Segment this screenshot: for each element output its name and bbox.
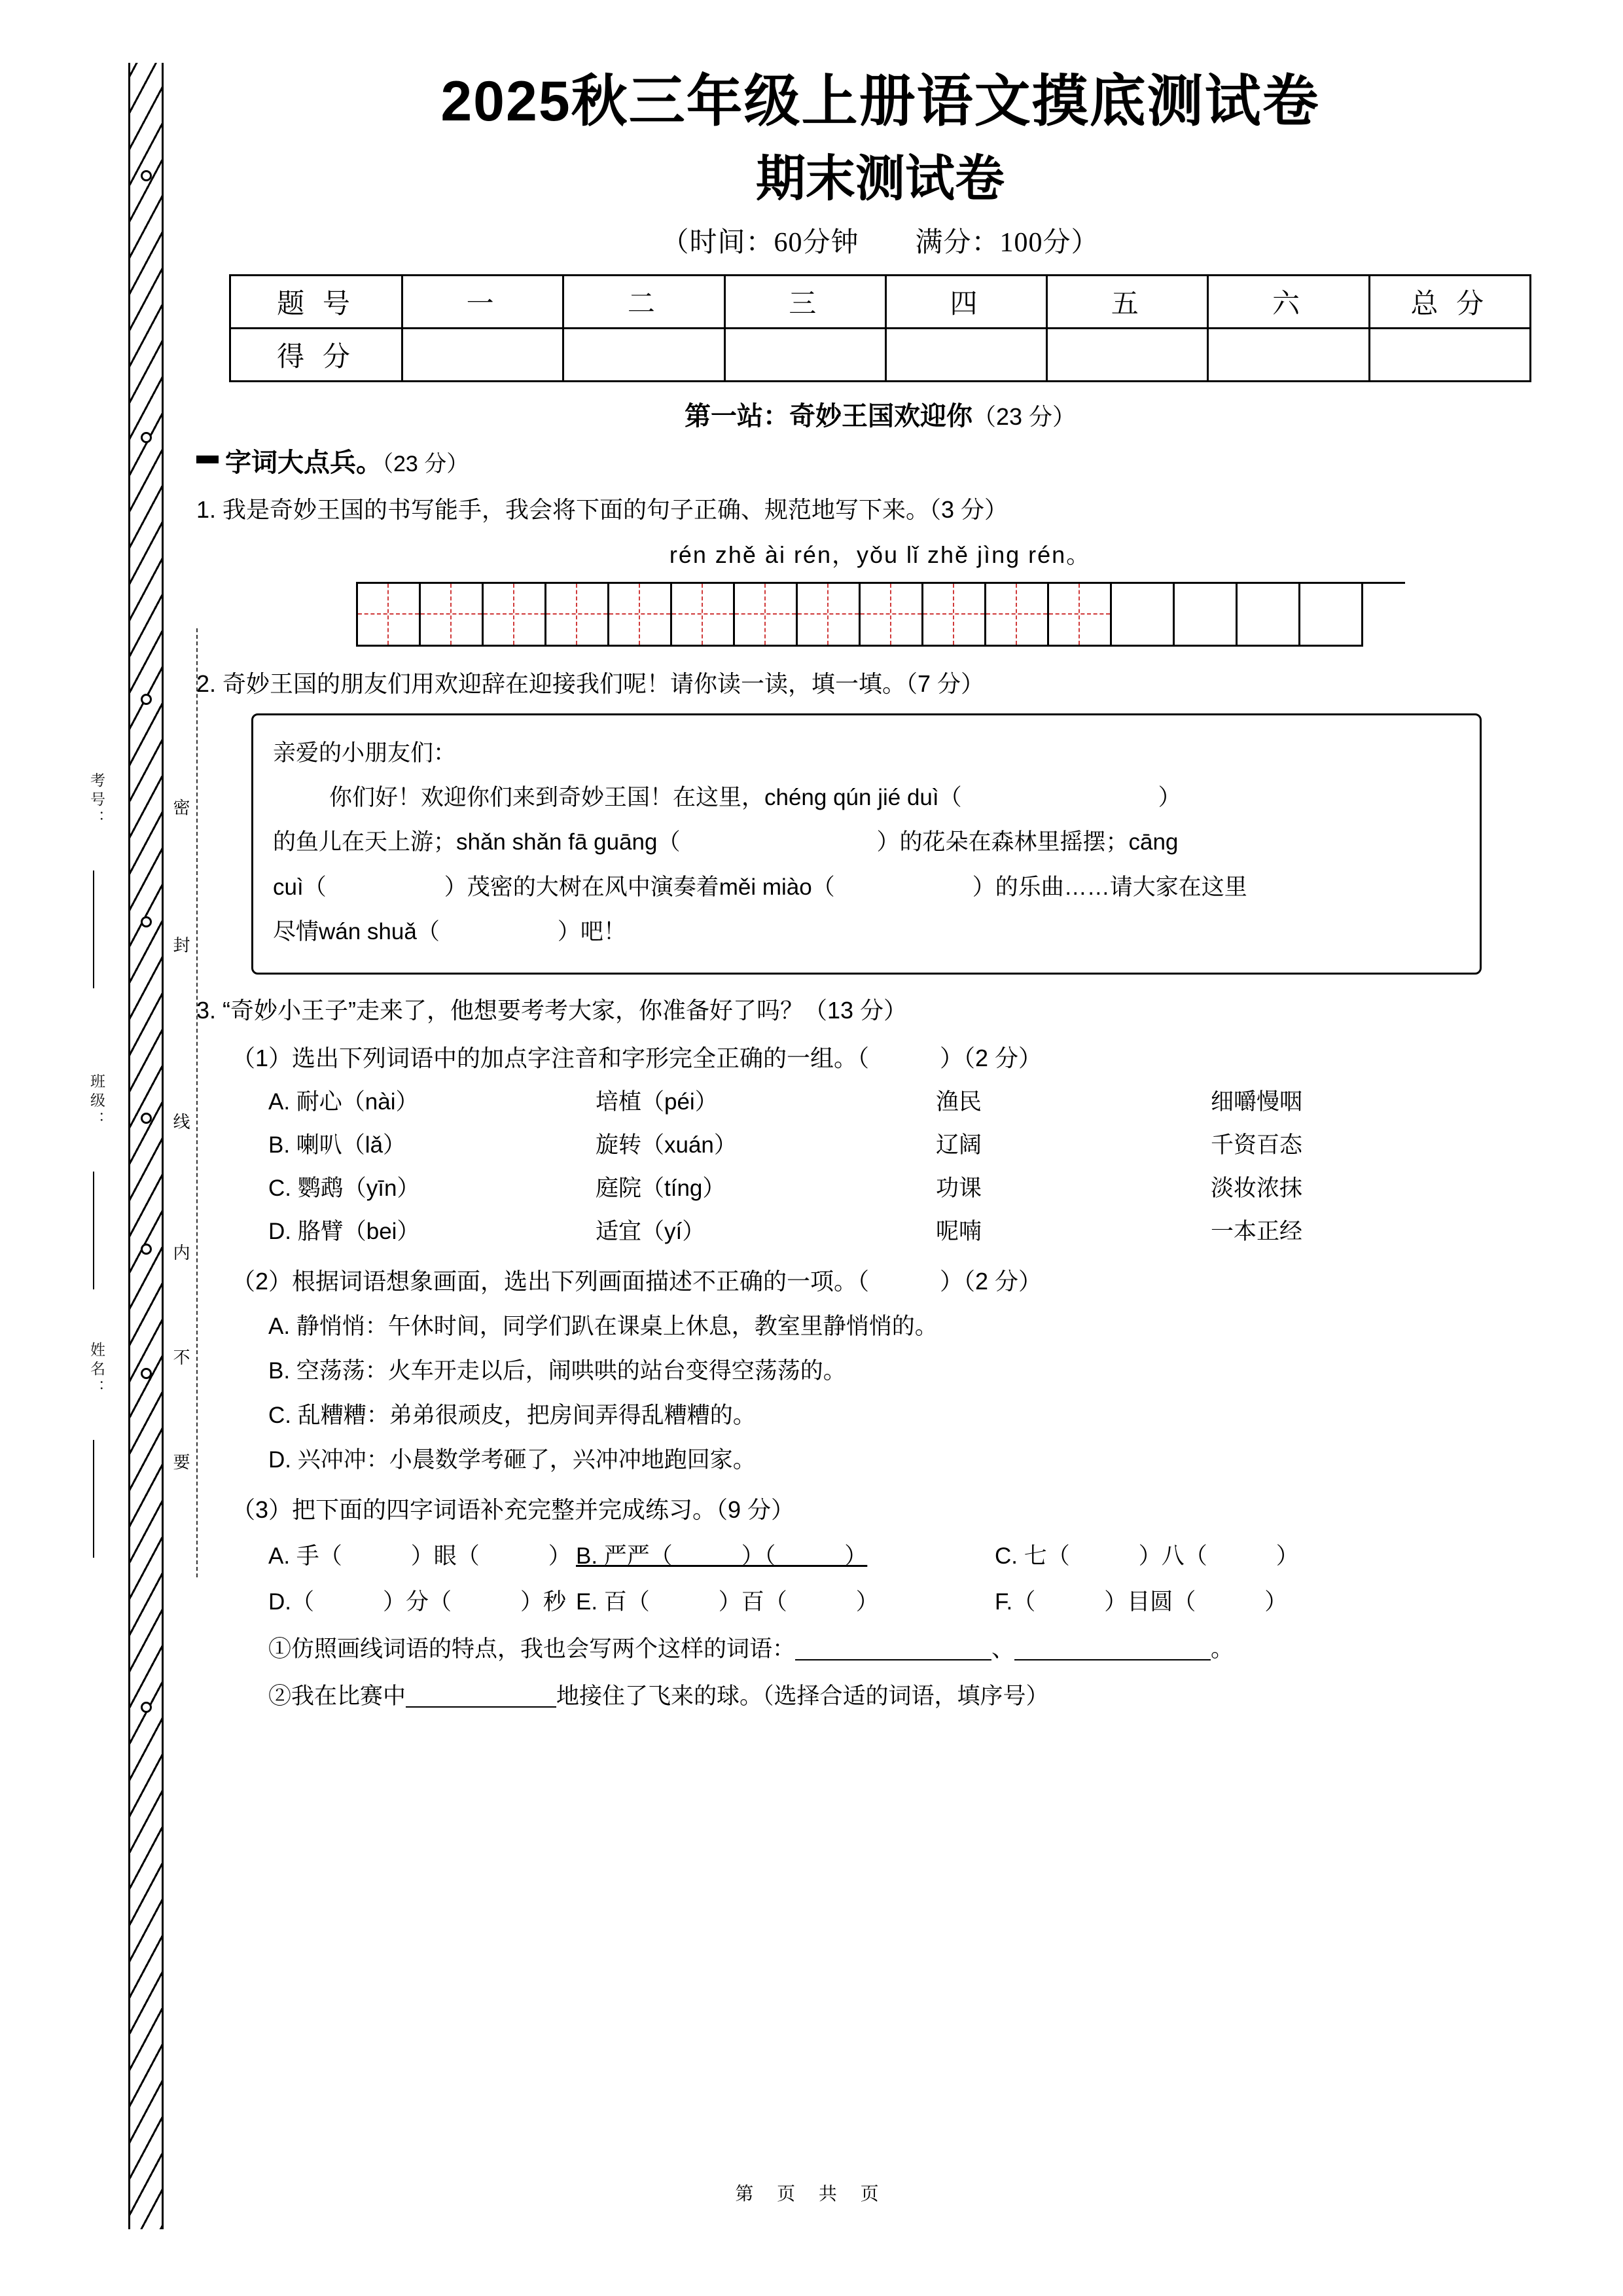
col-5: 五 [1047, 275, 1208, 328]
option-row[interactable] [268, 1084, 1564, 1117]
grid-cell[interactable] [1300, 584, 1363, 647]
question-3-3-note-1 [268, 1631, 1564, 1664]
idiom-d[interactable]: D.（ ）分（ ）秒 [268, 1589, 567, 1615]
letter-line-3-a: cuì（ [273, 874, 327, 900]
section-1-heading [196, 442, 1564, 479]
question-1-text: 1. 我是奇妙王国的书写能手，我会将下面的句子正确、规范地写下来。（3 分） [196, 495, 1008, 523]
option-a-col1: A. 耐心（nài） [268, 1089, 419, 1115]
idiom-a[interactable]: A. 手（ ）眼（ ） [268, 1543, 571, 1569]
time-and-score: （时间：60分钟 满分：100分） [661, 227, 1099, 258]
option-b-col4: 千资百态 [1211, 1132, 1303, 1158]
grid-cell[interactable] [735, 584, 798, 647]
letter-line-1-b[interactable]: ） [1158, 785, 1181, 810]
option-row[interactable] [268, 1170, 1564, 1203]
exam-no-rule [93, 870, 94, 988]
question-3-text: 3. “奇妙小王子”走来了，他想要考考大家，你准备好了吗？（13 分） [196, 997, 908, 1024]
question-3-1-options [268, 1084, 1564, 1246]
col-total: 总 分 [1369, 275, 1530, 328]
letter-line-4 [273, 910, 1460, 954]
option-d-col2: 适宜（yí） [596, 1219, 705, 1244]
question-2-text: 2. 奇妙王国的朋友们用欢迎辞在迎接我们呢！请你读一读，填一填。（7 分） [196, 670, 985, 697]
welcome-letter-box [251, 713, 1482, 975]
question-1-pinyin: rén zhě ài rén，yǒu lǐ zhě jìng rén。 [669, 541, 1092, 568]
grid-cell[interactable] [1175, 584, 1238, 647]
option-d-col1: D. 胳臂（bei） [268, 1219, 420, 1244]
question-3-2-text: （2）根据词语想象画面，选出下列画面描述不正确的一项。（ ）（2 分） [232, 1268, 1043, 1295]
grid-cell[interactable] [1112, 584, 1175, 647]
class-rule [93, 1172, 94, 1289]
note-1-text: ①仿照画线词语的特点，我也会写两个这样的词语： [268, 1636, 796, 1662]
bullet-square-icon [196, 456, 219, 463]
letter-salutation: 亲爱的小朋友们： [273, 740, 457, 766]
grid-cell[interactable] [546, 584, 609, 647]
option-b-col3: 辽阔 [936, 1132, 982, 1158]
seal-mark-3: 线 [171, 1113, 190, 1136]
grid-cell[interactable] [986, 584, 1049, 647]
station-points: （23 分） [972, 403, 1077, 430]
station-heading [196, 395, 1564, 433]
hatch-pattern [130, 63, 162, 2229]
letter-line-2-a: 的鱼儿在天上游；shǎn shǎn fā guāng（ [273, 829, 681, 855]
idiom-f[interactable]: F.（ ）目圆（ ） [995, 1589, 1288, 1615]
section-1-points: （23 分） [382, 451, 469, 476]
punch-hole [141, 170, 152, 181]
question-3-3-note-2 [268, 1678, 1564, 1711]
punch-hole [141, 432, 152, 443]
score-table [229, 274, 1531, 382]
option-c-col2: 庭院（tíng） [596, 1175, 726, 1201]
table-row-header [230, 275, 1531, 328]
letter-line-4-b: ）吧！ [557, 918, 626, 944]
seal-mark-2: 封 [171, 936, 190, 960]
idiom-c[interactable]: C. 七（ ）八（ ） [995, 1543, 1299, 1569]
name-label: 姓名： [88, 1342, 105, 1399]
punch-hole [141, 1702, 152, 1713]
grid-cell[interactable] [1049, 584, 1112, 647]
page-subtitle: 期末测试卷 [756, 151, 1005, 207]
letter-line-1 [273, 776, 1460, 820]
punch-hole [141, 1368, 152, 1379]
option-row[interactable] [268, 1127, 1564, 1160]
score-cell-3[interactable] [724, 328, 885, 381]
score-cell-5[interactable] [1047, 328, 1208, 381]
question-3-1-text: （1）选出下列词语中的加点字注音和字形完全正确的一组。（ ）（2 分） [232, 1045, 1043, 1071]
col-4: 四 [885, 275, 1046, 328]
grid-cell[interactable] [861, 584, 923, 647]
section-1-title: 字词大点兵。 [225, 448, 382, 477]
exam-no-label: 考号： [88, 772, 105, 829]
seal-mark-5: 不 [171, 1348, 190, 1372]
station-text: 第一站：奇妙王国欢迎你 [684, 401, 972, 431]
option-a-col3: 渔民 [936, 1089, 982, 1115]
row-label-score: 得 分 [230, 328, 402, 381]
col-3: 三 [724, 275, 885, 328]
note-2-blank[interactable] [406, 1683, 556, 1708]
question-3-2-item-d[interactable]: D. 兴冲冲：小晨数学考砸了，兴冲冲地跑回家。 [268, 1447, 756, 1473]
idiom-b[interactable]: B. 严严（ ）（ ） [576, 1543, 868, 1569]
question-3-2-item-a[interactable]: A. 静悄悄：午休时间，同学们趴在课桌上休息，教室里静悄悄的。 [268, 1314, 938, 1339]
content-column [196, 63, 1564, 1711]
note-1-end: 。 [1211, 1636, 1234, 1662]
col-1: 一 [402, 275, 563, 328]
option-a-col2: 培植（péi） [596, 1089, 718, 1115]
score-cell-2[interactable] [563, 328, 724, 381]
score-cell-6[interactable] [1208, 328, 1369, 381]
idiom-e[interactable]: E. 百（ ）百（ ） [576, 1589, 879, 1615]
option-a-col4: 细嚼慢咽 [1211, 1089, 1303, 1115]
question-3-2-item-c[interactable]: C. 乱糟糟：弟弟很顽皮，把房间弄得乱糟糟的。 [268, 1403, 756, 1428]
punch-hole [141, 916, 152, 927]
grid-cell[interactable] [798, 584, 861, 647]
letter-line-2-b: ）的花朵在森林里摇摆；cāng [876, 829, 1179, 855]
grid-cell[interactable] [358, 584, 421, 647]
seal-mark-1: 密 [171, 798, 190, 822]
class-label: 班级： [88, 1073, 105, 1130]
note-2-text-b: 地接住了飞来的球。（选择合适的词语，填序号） [556, 1683, 1049, 1709]
option-c-col3: 功课 [936, 1175, 982, 1201]
score-cell-4[interactable] [885, 328, 1046, 381]
option-d-col4: 一本正经 [1211, 1219, 1303, 1244]
punch-hole [141, 1244, 152, 1255]
note-1-blank-2[interactable] [1014, 1636, 1211, 1660]
page-title: 2025秋三年级上册语文摸底测试卷 [440, 70, 1320, 133]
binding-strip [128, 63, 164, 2229]
letter-line-3-c: ）的乐曲……请大家在这里 [972, 874, 1247, 900]
letter-line-4-a: 尽情wán shuǎ（ [273, 918, 440, 944]
option-b-col2: 旋转（xuán） [596, 1132, 737, 1158]
note-1-blank-1[interactable] [795, 1636, 991, 1660]
option-c-col1: C. 鹦鹉（yīn） [268, 1175, 420, 1201]
seal-mark-4: 内 [171, 1244, 190, 1267]
note-1-sep: 、 [991, 1636, 1015, 1662]
table-row-scores [230, 328, 1531, 381]
score-cell-1[interactable] [402, 328, 563, 381]
option-row[interactable] [268, 1213, 1564, 1246]
option-c-col4: 淡妆浓抹 [1211, 1175, 1303, 1201]
name-rule [93, 1440, 94, 1558]
question-3-3-text: （3）把下面的四字词语补充完整并完成练习。（9 分） [232, 1496, 795, 1523]
letter-line-3-b: ）茂密的大树在风中演奏着měi miào（ [444, 874, 835, 900]
grid-cell[interactable] [1238, 584, 1300, 647]
grid-cell[interactable] [672, 584, 735, 647]
col-6: 六 [1208, 275, 1369, 328]
note-2-text-a: ②我在比赛中 [268, 1683, 406, 1709]
option-b-col1: B. 喇叭（lǎ） [268, 1132, 406, 1158]
idiom-row-1 [268, 1538, 1564, 1571]
grid-cell[interactable] [609, 584, 672, 647]
grid-cell[interactable] [421, 584, 484, 647]
seal-mark-6: 要 [171, 1453, 190, 1477]
letter-line-3 [273, 865, 1460, 910]
writing-grid[interactable] [356, 582, 1405, 647]
row-label-number: 题 号 [230, 275, 402, 328]
idiom-row-2 [268, 1584, 1564, 1617]
punch-hole [141, 694, 152, 705]
option-d-col3: 呢喃 [936, 1219, 982, 1244]
letter-line-2 [273, 820, 1460, 865]
grid-cell[interactable] [484, 584, 546, 647]
col-2: 二 [563, 275, 724, 328]
punch-hole [141, 1113, 152, 1124]
letter-line-1-a: 你们好！欢迎你们来到奇妙王国！在这里，chéng qún jié duì（ [329, 785, 962, 810]
page-footer: 第 页 共 页 [735, 2183, 888, 2204]
question-3-2-item-b[interactable]: B. 空荡荡：火车开走以后，闹哄哄的站台变得空荡荡的。 [268, 1358, 846, 1384]
grid-cell[interactable] [923, 584, 986, 647]
score-cell-total[interactable] [1369, 328, 1530, 381]
